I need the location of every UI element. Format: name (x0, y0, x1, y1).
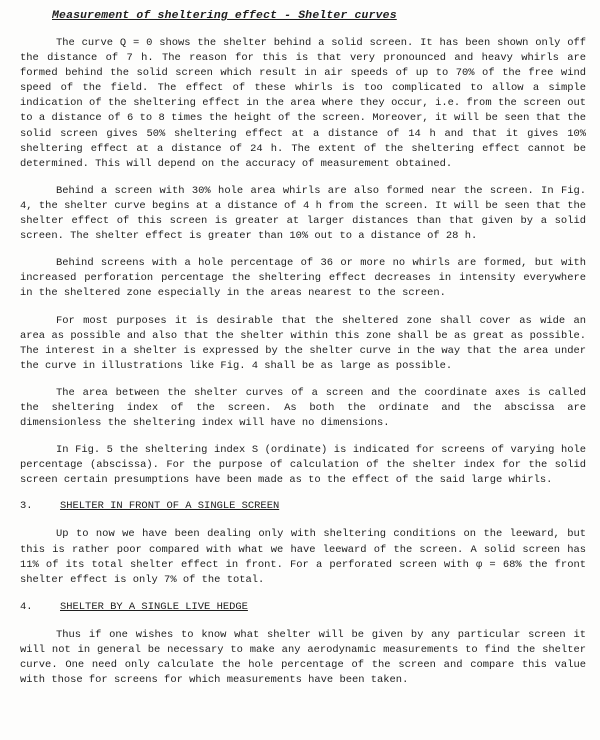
paragraph-sheltering-index: The area between the shelter curves of a screen and the coordinate axes is called the sheltering index of the screen. As both the ordinate and the abscissa are dimensionless the sheltering index will have no dimensions. (20, 386, 586, 430)
paragraph-fig-5: In Fig. 5 the sheltering index S (ordinate) is indicated for screens of varying hole percentage (abscissa). For the purpose of calculation of the shelter index for the solid screen certain presumptions have been made as to the effect of the said large whirls. (20, 444, 586, 487)
section-number: 4. (20, 600, 33, 613)
section-title: SHELTER IN FRONT OF A SINGLE SCREEN (60, 500, 280, 513)
section-title: SHELTER BY A SINGLE LIVE HEDGE (60, 600, 248, 613)
section-number: 3. (20, 500, 33, 513)
paragraph-front-shelter: Up to now we have been dealing only with sheltering conditions on the leeward, but this is rather poor compared with what we have leeward of the screen. A solid screen has 11% of its total shelter effect in front. For a perforated screen with φ = 68% the front shelter effect is only 7% of the total. (20, 528, 586, 586)
paragraph-live-hedge: Thus if one wishes to know what shelter will be given by any particular screen it will not in general be necessary to make any aerodynamic measurements to find the shelter curve. One need only calculate the hole percentage of the screen and compare this value with those for screens for which measurements have been taken. (20, 628, 586, 687)
document-title: Measurement of sheltering effect - Shelter curves (52, 10, 397, 22)
paragraph-30-percent-screen: Behind a screen with 30% hole area whirls are also formed near the screen. In Fig. 4, the shelter curve begins at a distance of 4 h from the screen. It will be seen that the shelter effect of this screen is greater at larger distances than that given by a solid screen. The shelter effect is greater than 10% out to a distance of 28 h. (20, 184, 586, 243)
paragraph-36-percent-screen: Behind screens with a hole percentage of 36 or more no whirls are formed, but with increased perforation percentage the sheltering effect decreases in intensity everywhere in the sheltered zone especially in the areas nearest to the screen. (20, 257, 586, 300)
paragraph-solid-screen: The curve Q = 0 shows the shelter behind a solid screen. It has been shown only off the distance of 7 h. The reason for this is that very pronounced and heavy whirls are formed behind the solid screen which result in air speeds of up to 70% of the free wind speed of the field. The effect of these whirls is too complicated to allow a simple indication of the sheltering effect in the area where they occur, i.e. from the screen out to a distance of 6 to 8 times the height of the screen. Moreover, it will be seen that the solid screen gives 50% sheltering effect at a distance of 14 h and that it gives 10% sheltering effect at a distance of 24 h. The extent of the sheltering effect cannot be determined. This will depend on the accuracy of measurement obtained. (20, 37, 586, 170)
section-heading-4 (20, 600, 586, 615)
paragraph-sheltered-zone: For most purposes it is desirable that the sheltered zone shall cover as wide an area as possible and also that the shelter within this zone shall be as great as possible. The interest in a shelter is expressed by the shelter curve in the way that the area under the curve in illustrations like Fig. 4 shall be as large as possible. (20, 314, 586, 372)
section-heading-3 (20, 499, 586, 514)
